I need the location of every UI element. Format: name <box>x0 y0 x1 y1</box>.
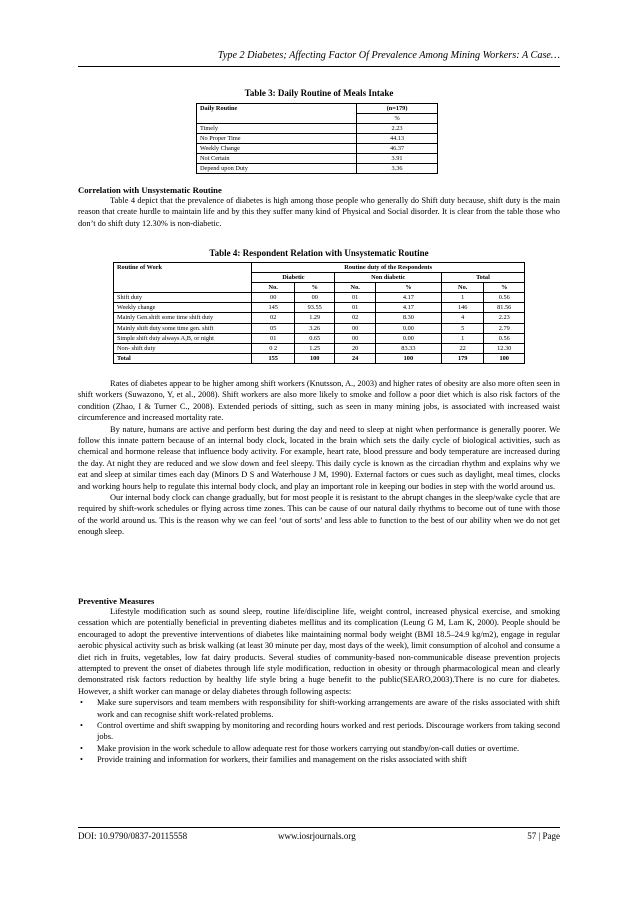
table4-cell: 100 <box>375 353 441 363</box>
table4-cell-label: Total <box>114 353 252 363</box>
header-rule <box>78 66 560 67</box>
footer-website[interactable]: www.iosrjournals.org <box>278 831 356 841</box>
table4-cell: 81.56 <box>484 303 525 313</box>
table3 <box>196 103 438 174</box>
running-head: Type 2 Diabetes; Affecting Factor Of Prevalence Among Mining Workers: A Case… <box>217 50 560 61</box>
table4-header-pct: % <box>484 283 525 293</box>
list-item <box>78 720 560 743</box>
table4-header-total: Total <box>441 273 524 283</box>
table4-cell: 22 <box>441 343 484 353</box>
footer-rule <box>78 827 560 828</box>
table4-cell: 146 <box>441 303 484 313</box>
table4-cell: 00 <box>335 333 375 343</box>
body-text <box>78 378 560 538</box>
table4-cell: 01 <box>252 333 295 343</box>
table4-cell: 0.56 <box>484 333 525 343</box>
table4-header-pct: % <box>294 283 334 293</box>
paragraph: Rates of diabetes appear to be higher among shift workers (Knutsson, A., 2003) and higher rates of obesity are also more often seen in shift workers (Suwazono, Y, et al., 2008). Shift workers are also more likely to smoke and follow a poor diet which is also risk factors of the condition (Zhao, I & Turner C., 2008). Extended periods of sitting, such as seen in many mining jobs, is associated with increased waist circumference and increased mortality rate. <box>78 379 560 423</box>
paragraph: Table 4 depict that the prevalence of diabetes is high among those people who generally do Shift duty because, shift duty is the main reason that create hurdle to maintain life and by this they suffer many kind of Physical and Social disorder. It is clear from the table those who don’t do shift duty 12.30% is non-diabetic. <box>78 196 560 228</box>
bullet-icon: • <box>80 721 83 731</box>
table4-cell: 8.30 <box>375 313 441 323</box>
list-item-text: Make provision in the work schedule to allow adequate rest for those workers carrying out standby/on-call duties or overtime. <box>97 743 520 753</box>
table4-header-no: No. <box>441 283 484 293</box>
footer-doi: DOI: 10.9790/0837-20115558 <box>78 831 188 841</box>
table4-cell-label: Mainly Gen.shift some time shift duty <box>114 313 252 323</box>
table3-caption: Table 3: Daily Routine of Meals Intake <box>244 88 394 98</box>
table-row <box>114 343 525 353</box>
table-row <box>114 293 525 303</box>
table4-header-no: No. <box>335 283 375 293</box>
paragraph: By nature, humans are active and perform best during the day and need to sleep at night when performance is generally poorer. We follow this innate pattern because of an internal body clock, located in the brain which sets the daily cycle of biological activities, such as chemical and hormone release that influence body activity. For example, heart rate, blood pressure and body temperature are increased during the day. At night they are reduced and we slow down and feel sleepy. This daily cycle is known as the circadian rhythm and explains why we eat and sleep at similar times each day (Minors D S and Waterhouse J M, 1990). External factors or cues such as daylight, meal times, clocks and working hours help to regulate this internal body clock, and play an important role in keeping our bodies in step with the world around us. <box>78 424 560 491</box>
table4-cell: 0 2 <box>252 343 295 353</box>
table4-cell: 4 <box>441 313 484 323</box>
table3-cell-label: Not Certain <box>197 154 357 164</box>
table4-cell: 0.00 <box>375 323 441 333</box>
table3-cell-pct: 2.23 <box>357 124 438 134</box>
table4-cell: 145 <box>252 303 295 313</box>
table4-cell: 02 <box>335 313 375 323</box>
table4-cell: 24 <box>335 353 375 363</box>
table3-cell-pct: 44.13 <box>357 134 438 144</box>
footer-page-number: 57 | Page <box>527 831 560 841</box>
table4-cell-label: Weekly change <box>114 303 252 313</box>
table-row <box>197 144 438 154</box>
table-row <box>114 333 525 343</box>
table4-cell: 2.23 <box>484 313 525 323</box>
list-item <box>78 697 560 720</box>
table4-cell: 3.26 <box>294 323 334 333</box>
table4-cell: 1.29 <box>294 313 334 323</box>
section-heading: Preventive Measures <box>78 596 155 606</box>
table3-header-n: (n=179) <box>357 104 438 114</box>
table4-cell: 0.65 <box>294 333 334 343</box>
table4-header-routine: Routine of Work <box>114 263 252 293</box>
list-item <box>78 754 560 765</box>
table4-cell: 00 <box>252 293 295 303</box>
table4-cell: 4.17 <box>375 293 441 303</box>
table4-cell: 12.30 <box>484 343 525 353</box>
table-row <box>197 134 438 144</box>
table4-header-nondiabetic: Non diabetic <box>335 273 441 283</box>
paragraph: Lifestyle modification such as sound sleep, routine life/discipline life, weight control, increased physical exercise, and smoking cessation which are potentially beneficial in preventing diabetes mellitus and its complication (Leung G M, Lam K, 2000). People should be encouraged to adopt the preventive interventions of diabetes like maintaining normal body weight (BMI 18.5–24.9 kg/m2), engage in regular aerobic physical activity such as brisk walking (at least 30 minute per day, most days of the week), limit consumption of alcohol and consume a diet rich in fruits, vegetables, low fat dairy products. Several studies of community-based non-communicable disease prevention projects attempted to prevent the onset of diabetes through life style modification, reduction in obesity or through pharmacological mean and clearly demonstrated risk factors reduction by healthy life style bring a huge benefit to the public(SEARO,2003).There is no cure for diabetes. However, a shift worker can manage or delay diabetes through following aspects: <box>78 607 560 696</box>
table4-cell: 00 <box>335 323 375 333</box>
bullet-icon: • <box>80 743 83 753</box>
table4 <box>113 262 525 364</box>
table4-cell: 02 <box>252 313 295 323</box>
table4-cell: 05 <box>252 323 295 333</box>
table3-cell-pct: 46.37 <box>357 144 438 154</box>
table-row <box>197 124 438 134</box>
bullet-icon: • <box>80 755 83 765</box>
table4-cell: 1 <box>441 333 484 343</box>
table-row <box>114 313 525 323</box>
section-heading: Correlation with Unsystematic Routine <box>78 185 222 195</box>
paragraph: Our internal body clock can change gradually, but for most people it is resistant to the abrupt changes in the sleep/wake cycle that are required by shift-work schedules or flying across time zones. This can be cause of our natural daily rhythms to become out of tune with those of the world around us. This is the reason why we can feel ‘out of sorts’ and less able to function to the best of our ability when we do not get enough sleep. <box>78 493 560 537</box>
table3-header-blank <box>197 114 357 124</box>
table-row <box>114 323 525 333</box>
table3-cell-label: No Proper Time <box>197 134 357 144</box>
table4-cell: 179 <box>441 353 484 363</box>
table4-cell-label: Mainly shift duty some time gen. shift <box>114 323 252 333</box>
table3-cell-pct: 3.36 <box>357 164 438 174</box>
table4-cell: 01 <box>335 293 375 303</box>
table4-cell: 1.25 <box>294 343 334 353</box>
table4-header-pct: % <box>375 283 441 293</box>
table4-cell: 100 <box>294 353 334 363</box>
table4-header-no: No. <box>252 283 295 293</box>
table4-cell: 93.55 <box>294 303 334 313</box>
bullet-list <box>78 697 560 765</box>
table3-header-routine: Daily Routine <box>197 104 357 114</box>
table-row <box>197 154 438 164</box>
table4-cell: 4.17 <box>375 303 441 313</box>
section-preventive <box>78 596 560 766</box>
table4-cell: 0.56 <box>484 293 525 303</box>
list-item-text: Make sure supervisors and team members with responsibility for shift-working arrangements are aware of the risks associated with shift work and can recognise shift work-related problems. <box>97 698 560 719</box>
table3-cell-label: Weekly Change <box>197 144 357 154</box>
list-item <box>78 743 560 754</box>
table4-cell-label: Shift duty <box>114 293 252 303</box>
table4-header-group: Routine duty of the Respondents <box>252 263 525 273</box>
table4-cell-label: Simple shift duty always A,B, or night <box>114 333 252 343</box>
table4-cell: 83.33 <box>375 343 441 353</box>
table4-cell: 1 <box>441 293 484 303</box>
table4-cell: 100 <box>484 353 525 363</box>
table4-cell: 0.00 <box>375 333 441 343</box>
section-correlation <box>78 185 560 229</box>
table-row <box>197 164 438 174</box>
list-item-text: Provide training and information for workers, their families and management on the risks associated with shift <box>97 755 467 765</box>
table-row <box>114 303 525 313</box>
bullet-icon: • <box>80 698 83 708</box>
table4-cell: 00 <box>294 293 334 303</box>
table4-cell: 155 <box>252 353 295 363</box>
table3-cell-label: Timely <box>197 124 357 134</box>
table4-cell: 5 <box>441 323 484 333</box>
list-item-text: Control overtime and shift swapping by monitoring and recording hours worked and rest periods. Discourage workers from taking second jobs. <box>97 721 560 742</box>
table4-cell: 20 <box>335 343 375 353</box>
table4-cell: 01 <box>335 303 375 313</box>
table4-cell-label: Non- shift duty <box>114 343 252 353</box>
table-row-total <box>114 353 525 363</box>
table4-caption: Table 4: Respondent Relation with Unsystematic Routine <box>209 248 429 258</box>
table4-header-diabetic: Diabetic <box>252 273 335 283</box>
table4-cell: 2.79 <box>484 323 525 333</box>
table3-header-pct: % <box>357 114 438 124</box>
table3-cell-label: Depend upon Duty <box>197 164 357 174</box>
table3-cell-pct: 3.91 <box>357 154 438 164</box>
